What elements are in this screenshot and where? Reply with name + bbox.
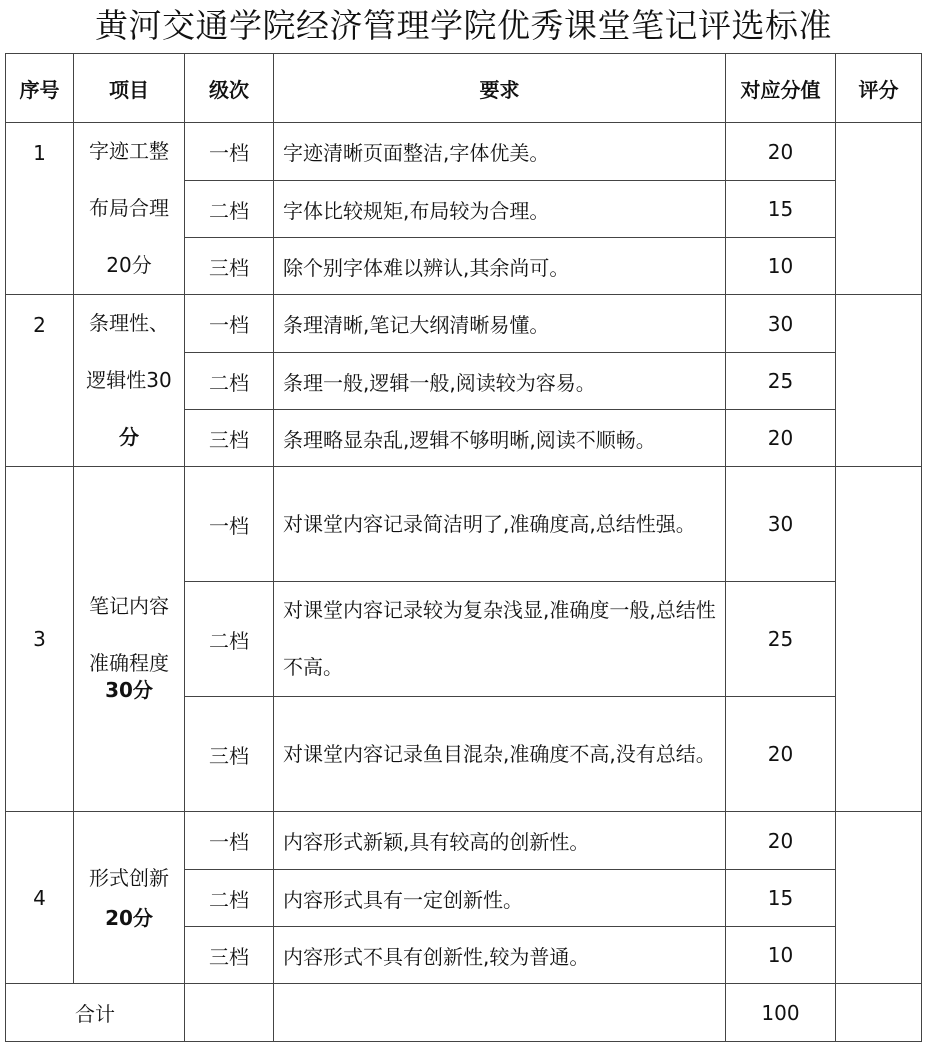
header-rating: 评分	[836, 54, 922, 123]
level-cell: 一档	[185, 467, 274, 582]
item-line: 准确程度	[89, 651, 169, 675]
requirement-cell: 内容形式具有一定创新性。	[274, 870, 726, 927]
header-seq: 序号	[6, 54, 74, 123]
total-label: 合计	[6, 984, 185, 1042]
requirement-cell: 条理清晰,笔记大纲清晰易懂。	[274, 295, 726, 353]
score-cell: 10	[726, 927, 836, 984]
total-requirement-cell	[274, 984, 726, 1042]
level-cell: 三档	[185, 410, 274, 467]
rating-cell[interactable]	[836, 123, 922, 295]
item-line: 分	[119, 425, 139, 449]
table-row	[6, 467, 922, 582]
item-line: 形式创新	[89, 865, 169, 890]
table-row	[6, 295, 922, 353]
rating-cell[interactable]	[836, 812, 922, 984]
score-cell: 20	[726, 410, 836, 467]
item-line: 30分	[105, 678, 153, 702]
score-cell: 10	[726, 238, 836, 295]
total-score: 100	[726, 984, 836, 1042]
requirement-cell: 对课堂内容记录鱼目混杂,准确度不高,没有总结。	[274, 697, 726, 812]
rating-cell[interactable]	[836, 295, 922, 467]
requirement-cell: 除个别字体难以辨认,其余尚可。	[274, 238, 726, 295]
page-title: 黄河交通学院经济管理学院优秀课堂笔记评选标准	[95, 6, 832, 45]
score-cell: 20	[726, 697, 836, 812]
score-cell: 30	[726, 467, 836, 582]
requirement-cell: 字迹清晰页面整洁,字体优美。	[274, 123, 726, 181]
total-rating-cell[interactable]	[836, 984, 922, 1042]
score-cell: 25	[726, 582, 836, 697]
item-line: 布局合理	[89, 196, 169, 220]
header-item: 项目	[74, 54, 185, 123]
seq-cell: 3	[6, 467, 74, 812]
level-cell: 二档	[185, 582, 274, 697]
level-cell: 一档	[185, 812, 274, 870]
table-row	[6, 123, 922, 181]
requirement-cell: 内容形式不具有创新性,较为普通。	[274, 927, 726, 984]
score-cell: 20	[726, 812, 836, 870]
table-header-row	[6, 54, 922, 123]
score-cell: 15	[726, 181, 836, 238]
level-cell: 三档	[185, 238, 274, 295]
score-cell: 20	[726, 123, 836, 181]
score-cell: 15	[726, 870, 836, 927]
scoring-table	[5, 53, 922, 1042]
score-cell: 30	[726, 295, 836, 353]
header-requirement: 要求	[274, 54, 726, 123]
requirement-cell: 内容形式新颖,具有较高的创新性。	[274, 812, 726, 870]
seq-cell: 4	[6, 812, 74, 984]
item-line: 笔记内容	[89, 594, 169, 618]
seq-cell: 2	[6, 295, 74, 467]
item-line: 20分	[106, 253, 152, 277]
header-score: 对应分值	[726, 54, 836, 123]
requirement-cell: 对课堂内容记录简洁明了,准确度高,总结性强。	[274, 467, 726, 582]
level-cell: 二档	[185, 353, 274, 410]
level-cell: 三档	[185, 697, 274, 812]
requirement-cell: 条理略显杂乱,逻辑不够明晰,阅读不顺畅。	[274, 410, 726, 467]
item-cell	[74, 812, 185, 984]
item-cell	[74, 295, 185, 467]
level-cell: 二档	[185, 181, 274, 238]
item-line: 条理性、	[89, 311, 169, 335]
requirement-cell: 字体比较规矩,布局较为合理。	[274, 181, 726, 238]
level-cell: 三档	[185, 927, 274, 984]
level-cell: 一档	[185, 295, 274, 353]
requirement-cell: 条理一般,逻辑一般,阅读较为容易。	[274, 353, 726, 410]
level-cell: 二档	[185, 870, 274, 927]
header-level: 级次	[185, 54, 274, 123]
item-line: 字迹工整	[89, 139, 169, 163]
rating-cell[interactable]	[836, 467, 922, 812]
total-row	[6, 984, 922, 1042]
table-row	[6, 812, 922, 870]
total-level-cell	[185, 984, 274, 1042]
item-cell	[74, 467, 185, 812]
level-cell: 一档	[185, 123, 274, 181]
item-line: 20分	[105, 905, 153, 930]
item-line: 逻辑性30	[86, 368, 172, 392]
score-cell: 25	[726, 353, 836, 410]
item-cell	[74, 123, 185, 295]
requirement-cell: 对课堂内容记录较为复杂浅显,准确度一般,总结性不高。	[274, 582, 726, 697]
seq-cell: 1	[6, 123, 74, 295]
